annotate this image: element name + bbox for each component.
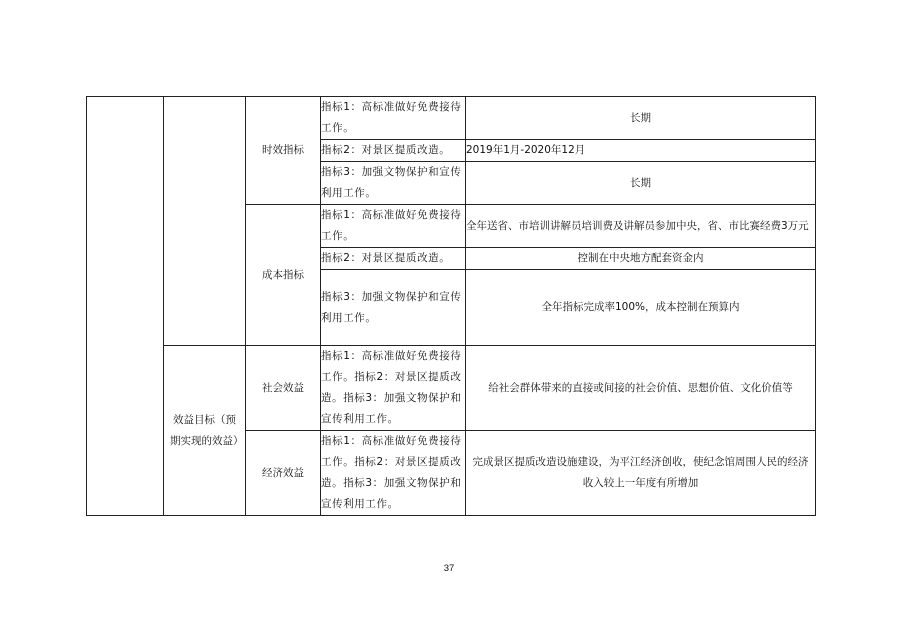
cost-indicator-3: 指标3：加强文物保护和宣传利用工作。 xyxy=(321,270,466,346)
timeliness-value-2: 2019年1月-2020年12月 xyxy=(466,140,816,162)
timeliness-category-cell: 时效指标 xyxy=(246,97,321,205)
cost-value-3: 全年指标完成率100%，成本控制在预算内 xyxy=(466,270,816,346)
timeliness-value-3: 长期 xyxy=(466,162,816,205)
table-row xyxy=(87,97,816,140)
cost-value-2: 控制在中央地方配套资金内 xyxy=(466,248,816,270)
timeliness-indicator-3: 指标3：加强文物保护和宣传利用工作。 xyxy=(321,162,466,205)
empty-group-cell xyxy=(164,97,246,346)
cost-indicator-1: 指标1：高标准做好免费接待工作。 xyxy=(321,205,466,248)
economic-benefit-category-cell: 经济效益 xyxy=(246,431,321,516)
social-benefit-indicators: 指标1：高标准做好免费接待工作。指标2：对景区提质改造。指标3：加强文物保护和宣传利用工作。 xyxy=(321,346,466,431)
economic-benefit-value: 完成景区提质改造设施建设，为平江经济创收，使纪念馆周围人民的经济收入较上一年度有所增加 xyxy=(466,431,816,516)
cost-indicator-2: 指标2：对景区提质改造。 xyxy=(321,248,466,270)
benefit-target-group-cell: 效益目标（预期实现的效益） xyxy=(164,346,246,516)
cost-value-1: 全年送省、市培训讲解员培训费及讲解员参加中央，省、市比赛经费3万元 xyxy=(466,205,816,248)
social-benefit-category-cell: 社会效益 xyxy=(246,346,321,431)
timeliness-indicator-2: 指标2：对景区提质改造。 xyxy=(321,140,466,162)
empty-first-column-cell xyxy=(87,97,164,516)
social-benefit-value: 给社会群体带来的直接或间接的社会价值、思想价值、文化价值等 xyxy=(466,346,816,431)
table-row xyxy=(87,346,816,367)
page-number: 37 xyxy=(443,563,455,574)
performance-indicator-table xyxy=(86,96,816,516)
cost-category-cell: 成本指标 xyxy=(246,205,321,346)
timeliness-indicator-1: 指标1：高标准做好免费接待工作。 xyxy=(321,97,466,140)
economic-benefit-indicators: 指标1：高标准做好免费接待工作。指标2：对景区提质改造。指标3：加强文物保护和宣传利用工作。 xyxy=(321,431,466,516)
timeliness-value-1: 长期 xyxy=(466,97,816,140)
